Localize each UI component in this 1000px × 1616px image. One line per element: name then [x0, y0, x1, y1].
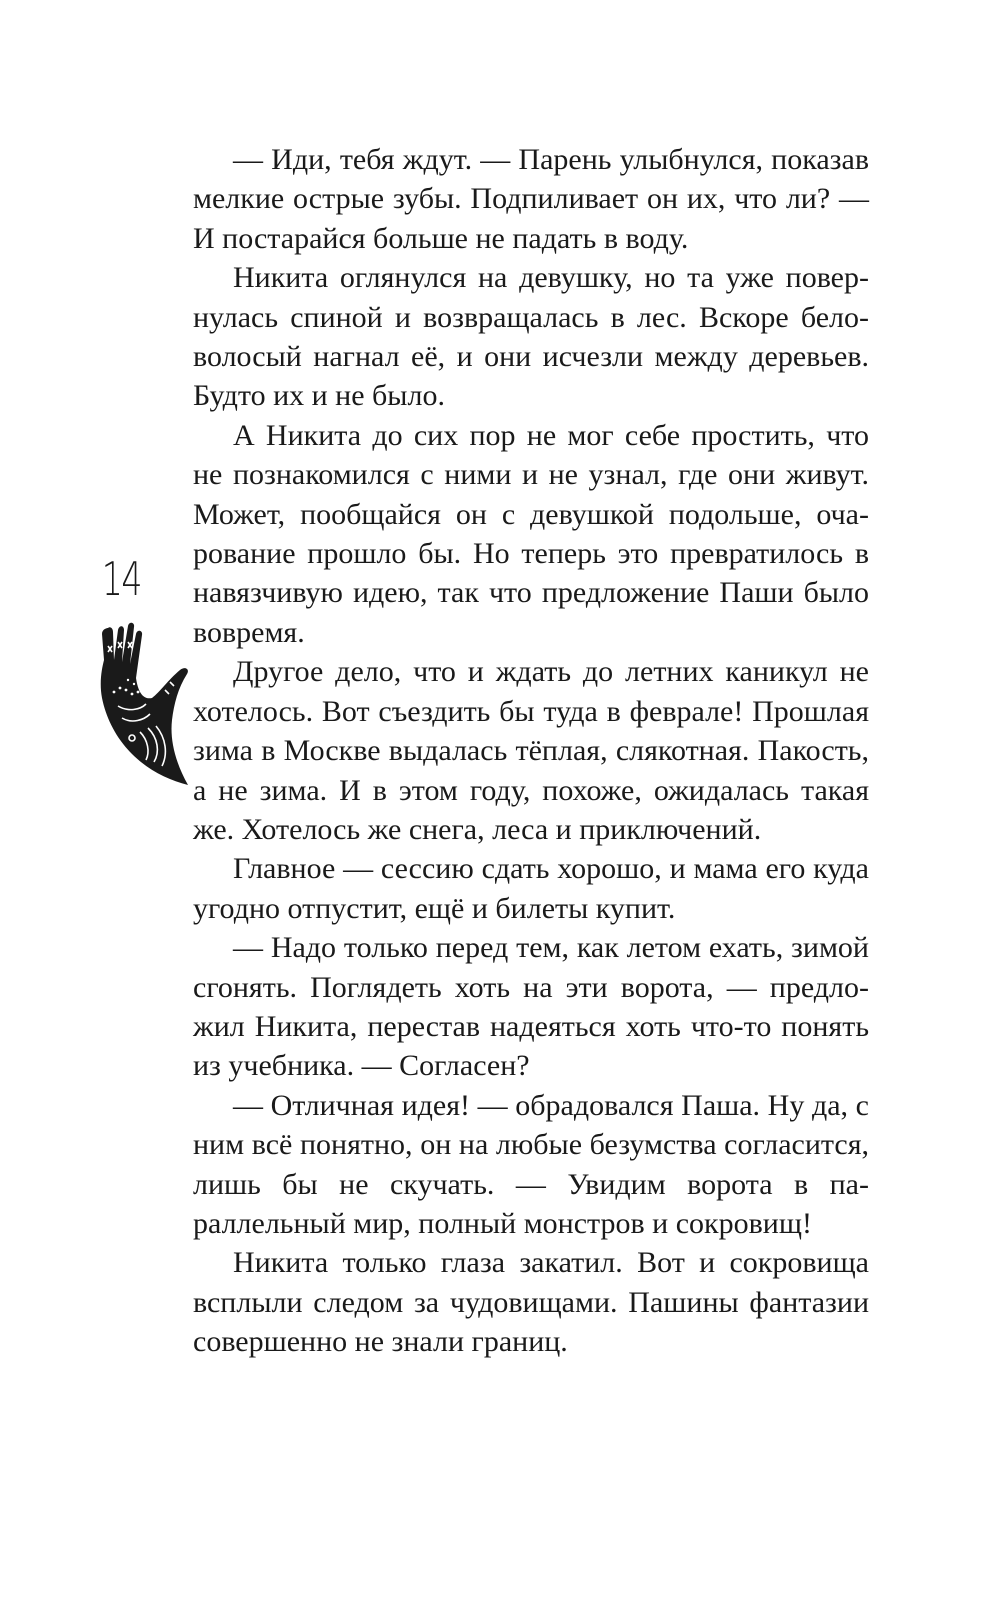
paragraph: — Иди, тебя ждут. — Парень улыбнулся, показав мелкие острые зубы. Подпиливает он их, что ли? — И постарайся больше не падать в воду.	[193, 143, 869, 255]
paragraph: — Отличная идея! — обрадовался Паша. Ну да, с ним всё понятно, он на любые безумства согласится, лишь бы не скучать. — Увидим ворота в параллельный мир, полный монстров и сокровищ!	[193, 1088, 869, 1240]
paragraph: Другое дело, что и ждать до летних каникул не хотелось. Вот съездить бы туда в феврале! Прошлая зима в Москве выдалась тёплая, слякотная. Пакость, а не зима. И в этом году, похоже, ожидалась такая же. Хотелось же снега, леса и приключений.	[193, 655, 869, 846]
paragraph: Никита только глаза закатил. Вот и сокровища всплыли следом за чудовищами. Пашины фантазии совершенно не знали границ.	[193, 1246, 869, 1359]
paragraph: Главное — сессию сдать хорошо, и мама его куда угодно отпустит, ещё и билеты купит.	[193, 852, 869, 925]
page-text	[193, 140, 869, 1362]
hand-icon	[88, 620, 198, 790]
page-number: 14	[101, 552, 141, 606]
paragraph: — Надо только перед тем, как летом ехать, зимой сгонять. Поглядеть хоть на эти ворота, — предложил Никита, перестав надеяться хоть что-то понять из учебника. — Согласен?	[193, 931, 869, 1083]
paragraph: Никита оглянулся на девушку, но та уже повернулась спиной и возвращалась в лес. Вскоре беловолосый нагнал её, и они исчезли между деревьев. Будто их и не было.	[193, 261, 869, 413]
paragraph: А Никита до сих пор не мог себе простить, что не познакомился с ними и не узнал, где они живут. Может, пообщайся он с девушкой подольше, очарование прошло бы. Но теперь это превратилось в навязчивую идею, так что предложение Паши было вовремя.	[193, 418, 869, 649]
